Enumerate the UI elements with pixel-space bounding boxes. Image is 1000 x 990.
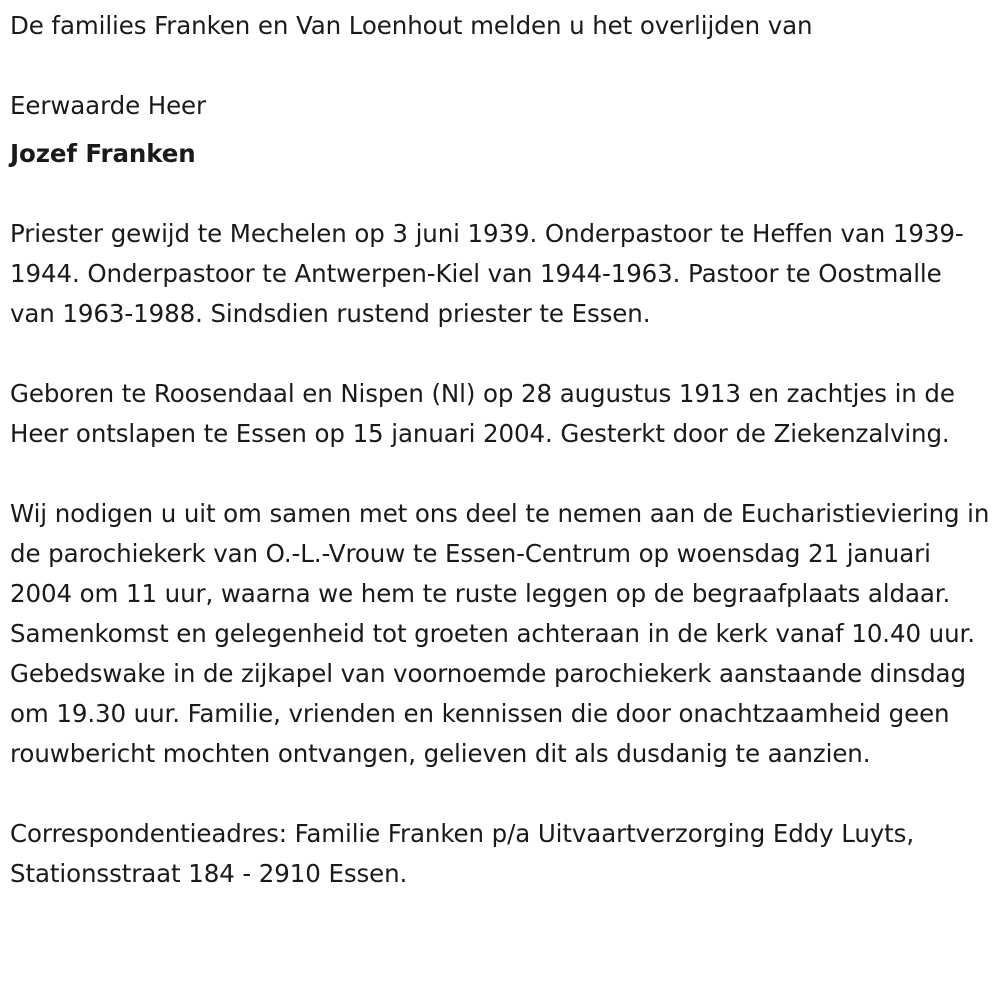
invitation-paragraph: Wij nodigen u uit om samen met ons deel te nemen aan de Eucharistieviering in de parochiekerk van O.-L.-Vrouw te Essen-Centrum op woensdag 21 januari 2004 om 11 uur, waarna we hem te ruste leggen op de begraafplaats aldaar. Samenkomst en gelegenheid tot groeten achteraan in de kerk vanaf 10.40 uur. Gebedswake in de zijkapel van voornoemde parochiekerk aanstaande dinsdag om 19.30 uur. Familie, vrienden en kennissen die door onachtzaamheid geen rouwbericht mochten ontvangen, gelieven dit als dusdanig te aanzien. — [10, 499, 990, 768]
salutation: Eerwaarde Heer — [10, 91, 206, 120]
birth-death-paragraph: Geboren te Roosendaal en Nispen (Nl) op 28 augustus 1913 en zachtjes in de Heer ontslapen te Essen op 15 januari 2004. Gesterkt door de Ziekenzalving. — [10, 379, 955, 448]
career-paragraph: Priester gewijd te Mechelen op 3 juni 1939. Onderpastoor te Heffen van 1939-1944. Onderpastoor te Antwerpen-Kiel van 1944-1963. Pastoor te Oostmalle van 1963-1988. Sindsdien rustend priester te Essen. — [10, 219, 964, 328]
intro-line: De families Franken en Van Loenhout melden u het overlijden van — [10, 11, 813, 40]
deceased-name: Jozef Franken — [10, 139, 196, 168]
obituary-notice — [10, 6, 994, 894]
correspondence-paragraph: Correspondentieadres: Familie Franken p/a Uitvaartverzorging Eddy Luyts, Stationsstraat 184 - 2910 Essen. — [10, 819, 915, 888]
